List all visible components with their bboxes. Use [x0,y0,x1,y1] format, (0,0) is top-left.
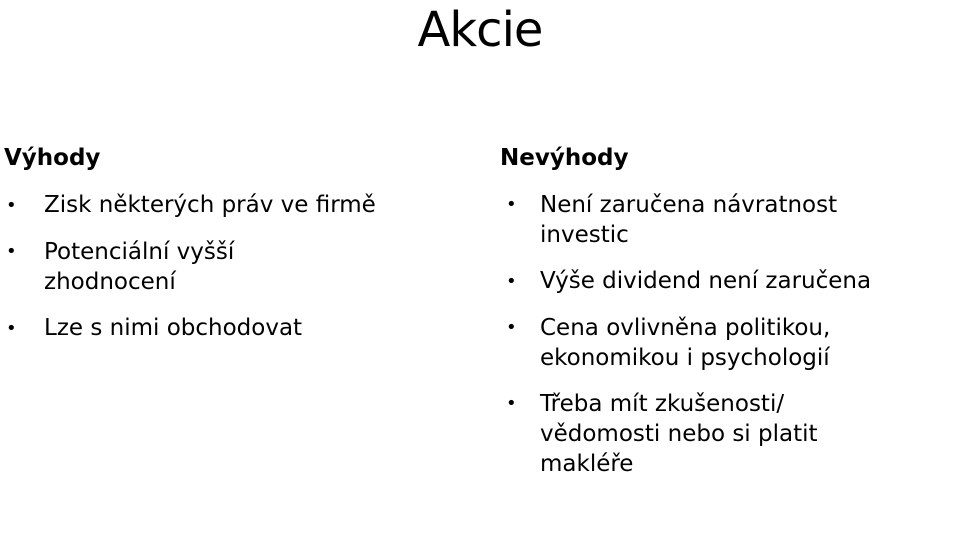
disadvantages-column [500,138,960,479]
list-item [500,381,910,479]
bullet-icon: • [6,241,17,262]
list-item-text: Lze s nimi obchodovat [44,315,303,341]
list-item [4,305,474,352]
list-item-text: Není zaručena návratnost investic [540,192,838,248]
slide-title: Akcie [417,2,543,58]
bullet-icon: • [506,194,517,215]
bullet-icon: • [506,271,517,292]
advantages-heading: Výhody [4,145,101,171]
list-item-text: Zisk některých práv ve firmě [44,192,376,218]
bullet-icon: • [6,318,17,339]
list-item-text: Cena ovlivněna politikou, ekonomikou i psychologií [540,315,831,371]
list-item [4,182,474,229]
disadvantages-heading: Nevýhody [500,145,629,171]
bullet-icon: • [6,195,17,216]
list-item [500,182,920,258]
advantages-list [4,182,474,352]
list-item-text: Třeba mít zkušenosti/ vědomosti nebo si platit makléře [540,391,818,477]
list-item [500,305,920,381]
bullet-icon: • [506,393,517,414]
list-item [500,258,960,305]
list-item-text: Výše dividend není zaručena [540,268,872,294]
bullet-icon: • [506,317,517,338]
advantages-column [4,138,474,352]
list-item [4,229,294,305]
disadvantages-list [500,182,960,479]
list-item-text: Potenciální vyšší zhodnocení [44,239,235,295]
